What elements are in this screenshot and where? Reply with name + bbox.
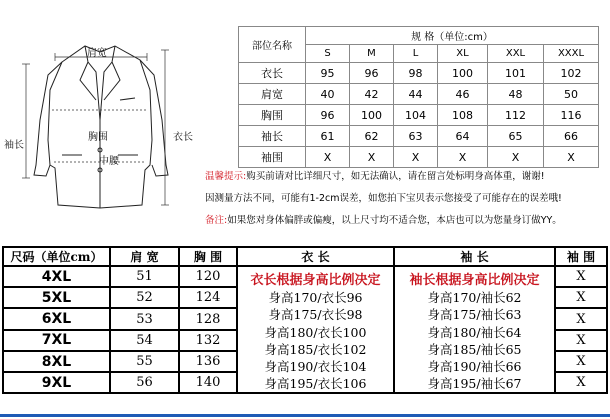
tip-text: 购买前请对比详细尺寸，如无法确认，请在留言处标明身高体重，谢谢!: [246, 171, 545, 182]
table-row: [239, 84, 599, 105]
table-cell: 62: [350, 126, 394, 147]
chest-cell: 124: [179, 287, 237, 308]
shoulder-label: 肩宽: [87, 48, 107, 59]
standard-size-table: [238, 26, 599, 168]
shoulder-cell: 54: [110, 330, 179, 351]
chest-cell: 132: [179, 330, 237, 351]
length-line: 身高180/衣长100: [264, 324, 367, 340]
spec-header: 规 格（单位:cm）: [306, 27, 599, 45]
table-cell: 44: [394, 84, 438, 105]
chest-cell: 128: [179, 308, 237, 329]
size-cell: 7XL: [3, 330, 110, 351]
remark-prefix: 备注:: [205, 215, 228, 226]
sleeve-circ-cell: X: [555, 308, 607, 329]
sleeve-line: 身高170/袖长62: [427, 290, 522, 306]
jacket-diagram: [0, 0, 205, 235]
table-cell: X: [438, 147, 488, 168]
table-row: [3, 266, 607, 287]
remark-line: [205, 210, 610, 232]
part-name-header: 部位名称: [239, 27, 306, 63]
tip-line: [205, 166, 610, 188]
chest-cell: 136: [179, 351, 237, 372]
chest-label: 胸围: [88, 132, 108, 143]
length-line: 身高175/衣长98: [268, 307, 363, 323]
table-cell: 63: [394, 126, 438, 147]
bottom-divider: [0, 414, 610, 417]
table-cell: 42: [350, 84, 394, 105]
table-cell: 95: [306, 63, 350, 84]
sleeve-circ-cell: X: [555, 351, 607, 372]
table-row: [239, 63, 599, 84]
table-cell: X: [350, 147, 394, 168]
shoulder-cell: 52: [110, 287, 179, 308]
length-label: 衣长: [173, 132, 193, 143]
table-row: [239, 147, 599, 168]
table-cell: 101: [488, 63, 544, 84]
sleeve-by-height-cell: [394, 266, 555, 393]
length-col-header: 衣 长: [237, 247, 394, 266]
row-label: 袖围: [239, 147, 306, 168]
length-line: 身高185/衣长102: [264, 341, 367, 357]
row-label: 肩宽: [239, 84, 306, 105]
size-cell: 5XL: [3, 287, 110, 308]
table-cell: X: [544, 147, 599, 168]
size-header: S: [306, 45, 350, 63]
chest-cell: 140: [179, 372, 237, 393]
measurement-note: 因测量方法不同，可能有1-2cm误差，如您拍下宝贝表示您接受了可能存在的误差哦!: [205, 193, 562, 204]
size-cell: 9XL: [3, 372, 110, 393]
table-cell: 96: [350, 63, 394, 84]
table-cell: X: [306, 147, 350, 168]
sleeve-line: 身高175/袖长63: [427, 307, 522, 323]
table-cell: 116: [544, 105, 599, 126]
size-cell: 6XL: [3, 308, 110, 329]
sleeve-circ-cell: X: [555, 266, 607, 287]
table-cell: 65: [488, 126, 544, 147]
table-cell: 61: [306, 126, 350, 147]
sleeve-circ-cell: X: [555, 287, 607, 308]
table-cell: 104: [394, 105, 438, 126]
sleeve-line: 身高180/袖长64: [427, 324, 522, 340]
sleeve-line: 身高190/袖长66: [427, 359, 522, 375]
size-header: XXXL: [544, 45, 599, 63]
table-row: [239, 126, 599, 147]
table-cell: 108: [438, 105, 488, 126]
shoulder-cell: 53: [110, 308, 179, 329]
row-label: 胸围: [239, 105, 306, 126]
table-cell: 96: [306, 105, 350, 126]
table-cell: 66: [544, 126, 599, 147]
shoulder-col-header: 肩 宽: [110, 247, 179, 266]
sleeve-line: 身高185/袖长65: [427, 341, 522, 357]
sleeve-label: 袖长: [4, 140, 24, 151]
shoulder-cell: 56: [110, 372, 179, 393]
notes-block: [205, 166, 610, 232]
waist-label: 中腰: [99, 156, 119, 167]
sleeve-circ-col-header: 袖 围: [555, 247, 607, 266]
tip-prefix: 温馨提示:: [205, 171, 247, 182]
size-header: M: [350, 45, 394, 63]
table-cell: 100: [350, 105, 394, 126]
shoulder-cell: 55: [110, 351, 179, 372]
sleeve-circ-cell: X: [555, 372, 607, 393]
row-label: 衣长: [239, 63, 306, 84]
table-cell: 98: [394, 63, 438, 84]
size-cell: 4XL: [3, 266, 110, 287]
size-cell: 8XL: [3, 351, 110, 372]
chest-col-header: 胸 围: [179, 247, 237, 266]
size-header: XXL: [488, 45, 544, 63]
shoulder-cell: 51: [110, 266, 179, 287]
table-cell: 40: [306, 84, 350, 105]
sleeve-col-header: 袖 长: [394, 247, 555, 266]
length-line: 身高170/衣长96: [268, 290, 363, 306]
size-header: XL: [438, 45, 488, 63]
table-cell: 50: [544, 84, 599, 105]
size-col-header: 尺码（单位cm）: [3, 247, 110, 266]
size-header: L: [394, 45, 438, 63]
row-label: 袖长: [239, 126, 306, 147]
sleeve-circ-cell: X: [555, 330, 607, 351]
table-cell: 64: [438, 126, 488, 147]
sleeve-line: 身高195/袖长67: [427, 376, 522, 392]
plus-size-table: [2, 246, 608, 394]
table-cell: 48: [488, 84, 544, 105]
table-cell: 112: [488, 105, 544, 126]
length-line: 身高190/衣长104: [264, 359, 367, 375]
chest-cell: 120: [179, 266, 237, 287]
table-row: [239, 105, 599, 126]
table-cell: 102: [544, 63, 599, 84]
remark-text: 如果您对身体偏胖或偏瘦，以上尺寸均不适合您，本店也可以为您量身订做YY。: [227, 215, 562, 226]
length-line: 身高195/衣长106: [264, 376, 367, 392]
table-cell: X: [488, 147, 544, 168]
table-cell: 100: [438, 63, 488, 84]
table-cell: 46: [438, 84, 488, 105]
length-rule-title: 衣长根据身高比例决定: [250, 273, 381, 288]
table-cell: X: [394, 147, 438, 168]
jacket-illustration-icon: [0, 0, 205, 235]
sleeve-rule-title: 袖长根据身高比例决定: [409, 273, 540, 288]
length-by-height-cell: [237, 266, 394, 393]
